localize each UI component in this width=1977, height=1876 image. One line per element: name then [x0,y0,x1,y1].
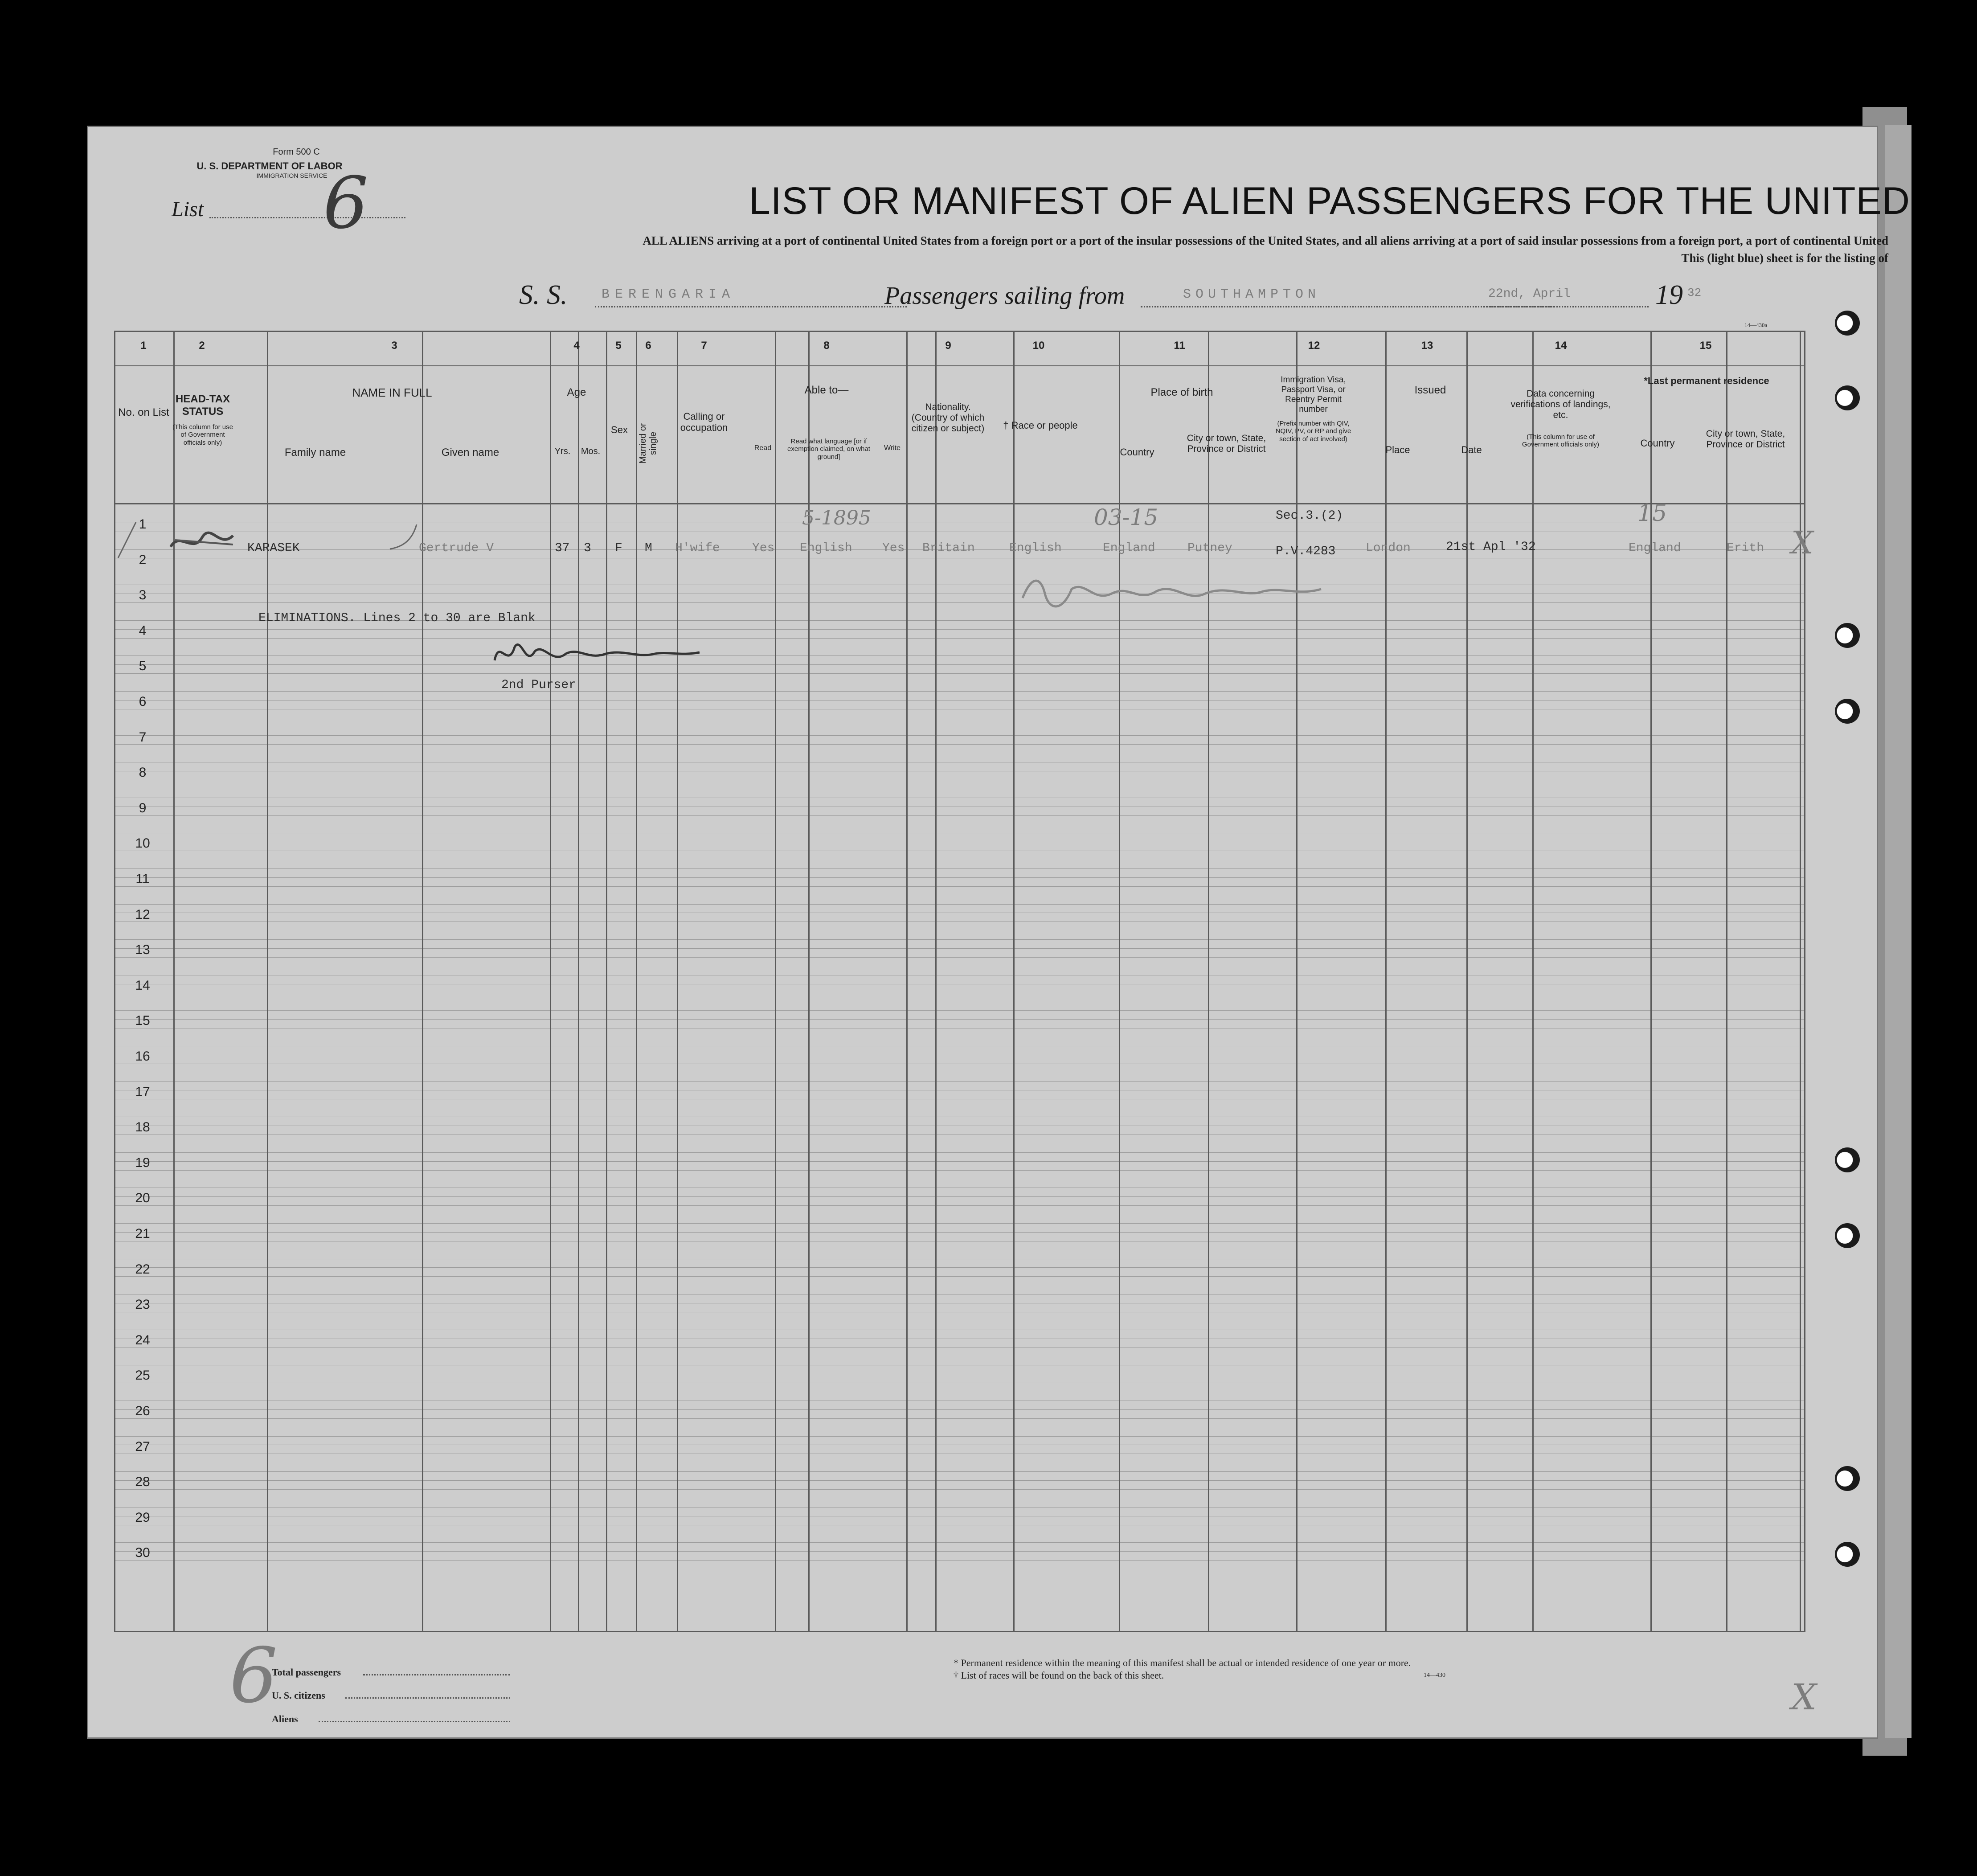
footer-total-label: Total passengers [272,1667,341,1678]
family-name-tick [385,522,421,553]
header-head-tax-note: (This column for use of Government officials only) [172,423,233,446]
ruling-line [115,1542,1804,1543]
ruling-line [115,877,1804,878]
footer-note-residence: * Permanent residence within the meaning of this manifest shall be actual or intended residence of one year or more. [954,1657,1411,1668]
ruling-line [115,886,1804,887]
ruling-line [115,1489,1804,1490]
header-issued-place: Place [1385,444,1410,455]
head-tax-stamp [166,527,242,558]
passenger-issued-place: London [1366,541,1411,555]
col-num-10: 10 [1032,340,1045,352]
ruling-line [115,655,1804,656]
ruling-line [115,1276,1804,1277]
inspector-signature [1014,567,1334,616]
row-number: 4 [139,623,147,638]
col-num-6: 6 [645,340,651,352]
ruling-line [115,1170,1804,1171]
ruling-line [115,904,1804,905]
list-label: List [172,197,204,221]
passenger-issued-date: 21st Apl '32 [1446,540,1536,554]
ruling-line [115,638,1804,639]
row-number: 28 [135,1475,150,1490]
header-data-note: (This column for use of Government officials only) [1522,433,1600,449]
form-code-top: 14—430a [1744,322,1768,328]
header-mos: Mos. [581,446,601,456]
row-number: 11 [135,872,150,886]
col-num-2: 2 [199,340,205,352]
col-num-1: 1 [140,340,147,352]
binder-hole [1835,623,1860,648]
ruling-line [115,948,1804,949]
header-race: † Race or people [1003,420,1078,431]
passenger-res-city: Erith [1727,541,1764,555]
column-rule [775,332,776,1631]
footer-total-dots [363,1674,510,1675]
passenger-calling: H'wife [675,541,720,555]
header-write: Write [884,444,901,452]
hand-date: 5-1895 [802,507,871,529]
row-number: 12 [135,907,150,922]
row-number: 15 [135,1013,150,1028]
date-dotted-line [1484,306,1649,307]
row-number: 25 [135,1368,150,1383]
ruling-line [115,1409,1804,1410]
row-number: 14 [135,978,150,993]
ruling-line [115,629,1804,630]
footer-form-code: 14—430 [1424,1672,1445,1679]
passenger-family-name: KARASEK [247,541,300,555]
header-given-name: Given name [441,446,499,459]
row-number: 22 [135,1262,150,1277]
hand-code: 03-15 [1094,504,1158,530]
ruling-line [115,1081,1804,1082]
header-data-concerning: Data concerning verifications of landings, etc. [1510,389,1611,421]
list-number: 6 [323,161,368,245]
passenger-visa-section: Sec.3.(2) [1276,509,1343,523]
column-rule [1208,332,1209,1631]
purser-title: 2nd Purser [501,678,577,692]
footer-citizens-label: U. S. citizens [272,1690,325,1701]
sailing-date: 22nd, April [1488,287,1571,301]
header-head-tax: HEAD-TAX STATUS [175,393,230,418]
column-rule [1296,332,1298,1631]
passenger-birth-country: England [1103,541,1155,555]
row-number: 27 [135,1439,150,1454]
col-num-14: 14 [1555,340,1567,352]
ruling-line [115,1551,1804,1552]
ruling-line [115,1267,1804,1268]
header-name-in-full: NAME IN FULL [352,386,432,399]
passenger-birth-city: Putney [1187,541,1232,555]
passenger-given-name: Gertrude V [419,541,494,555]
footer-aliens-dots [319,1721,510,1722]
header-calling: Calling or occupation [680,411,728,434]
row-number: 24 [135,1332,150,1348]
ruling-line [115,939,1804,940]
passenger-visa-number: P.V.4283 [1276,545,1336,558]
ss-label: S. S. [519,280,568,310]
row-number: 26 [135,1404,150,1418]
ruling-line [115,1436,1804,1437]
binder-hole [1835,1223,1860,1248]
binder-hole [1835,1542,1860,1567]
sailing-label: Passengers sailing from [884,282,1125,310]
binder-hole [1835,1466,1860,1491]
manifest-sheet [87,126,1911,1739]
col-num-15: 15 [1699,340,1712,352]
ruling-line [115,1418,1804,1419]
ruling-line [115,1471,1804,1472]
row-number: 18 [135,1120,150,1135]
column-rule [906,332,908,1631]
row-number: 23 [135,1297,150,1312]
header-birth-country: Country [1120,446,1154,458]
year-suffix: 32 [1687,286,1702,299]
column-rule [606,332,607,1631]
col-num-5: 5 [615,340,622,352]
col-num-9: 9 [945,340,951,352]
form-number: Form 500 C [273,147,320,157]
manifest-table [114,331,1805,1632]
row-1-tick [114,520,140,560]
row-number: 19 [135,1155,150,1170]
column-rule [267,332,268,1631]
subtitle-line-1: ALL ALIENS arriving at a port of continental United States from a foreign port or a port of the insular possessions of the United States, and all aliens arriving at a port of said insular possessions from a foreign port, a port of continental United [643,234,1888,247]
column-rule [636,332,637,1631]
binder-hole [1835,311,1860,336]
passenger-write: Yes [882,541,905,555]
passenger-age-yrs: 37 [555,541,570,555]
column-rule [677,332,678,1631]
header-place-of-birth: Place of birth [1150,386,1213,398]
row-number: 5 [139,659,147,674]
passenger-res-country: England [1629,541,1681,555]
column-rule [422,332,423,1631]
ruling-line [115,1161,1804,1162]
row-number: 13 [135,942,150,958]
row-number: 3 [139,588,147,603]
col-num-12: 12 [1308,340,1320,352]
header-nationality: Nationality. (Country of which citizen or subject) [911,402,985,434]
header-read: Read [754,444,772,452]
ruling-line [115,744,1804,745]
header-read-language: Read what language [or if exemption claimed, on what ground] [787,438,870,461]
ruling-line [115,691,1804,692]
eliminations-note: ELIMINATIONS. Lines 2 to 30 are Blank [258,611,536,625]
footer-citizens-dots [345,1697,510,1699]
passenger-read-language: English [800,541,852,555]
row-number: 8 [139,765,147,780]
purser-signature [490,634,704,674]
year-prefix: 19 [1655,280,1683,310]
column-rule [1532,332,1534,1631]
header-birth-city: City or town, State, Province or District [1187,433,1266,455]
ruling-line [115,957,1804,958]
ship-name: BERENGARIA [602,287,736,302]
header-visa: Immigration Visa, Passport Visa, or Reentry Permit number [1281,375,1346,414]
header-last-residence: *Last permanent residence [1644,375,1769,386]
column-rule [1013,332,1015,1631]
header-issued-date: Date [1461,444,1482,455]
header-no-on-list: No. on List [118,406,169,418]
ruling-line [115,1010,1804,1011]
header-visa-note: (Prefix number with QIV, NQIV, PV, or RP and give section of act involved) [1275,420,1351,443]
row-number: 7 [139,729,147,745]
column-rule [550,332,551,1631]
footer-note-races: † List of races will be found on the back of this sheet. [954,1670,1164,1681]
footer-aliens-label: Aliens [272,1713,298,1724]
binder-hole [1835,1147,1860,1172]
column-rule [1466,332,1468,1631]
col-num-11: 11 [1174,340,1185,352]
page-title: LIST OR MANIFEST OF ALIEN PASSENGERS FOR THE UNITED [749,180,1911,222]
col-num-8: 8 [823,340,830,352]
header-res-city: City or town, State, Province or District [1706,429,1785,450]
binder-hole [1835,699,1860,724]
col-num-13: 13 [1421,340,1433,352]
ruling-line [115,1232,1804,1233]
col-num-4: 4 [573,340,580,352]
passenger-sex: F [615,541,622,555]
passenger-age-mos: 3 [584,541,591,555]
header-family-name: Family name [284,446,346,459]
column-rule [1650,332,1652,1631]
ruling-line [115,664,1804,665]
port-name: SOUTHAMPTON [1183,287,1321,302]
header-sex: Sex [611,424,628,435]
ruling-line [115,1480,1804,1481]
ruling-line [115,673,1804,674]
hand-mark-top: X [1791,524,1813,561]
column-rule [1726,332,1727,1631]
row-number: 10 [135,836,150,851]
passenger-married: M [645,541,652,555]
row-number: 16 [135,1049,150,1064]
row-number: 6 [139,694,147,709]
ruling-line [115,1560,1804,1561]
header-yrs: Yrs. [554,446,571,456]
ruling-line [115,1205,1804,1206]
col-num-7: 7 [701,340,707,352]
row-number: 1 [139,517,147,532]
back-sheet [1885,125,1912,1738]
ruling-line [115,868,1804,869]
column-rule [935,332,937,1631]
hand-footer-number: 6 [229,1632,278,1720]
passenger-nationality: Britain [922,541,975,555]
column-rule [578,332,579,1631]
row-number: 20 [135,1191,150,1206]
list-dotted-line [209,217,405,218]
row-number: 9 [139,800,147,815]
ruling-line [115,815,1804,816]
ruling-line [115,735,1804,736]
col-num-3: 3 [391,340,397,352]
department: U. S. DEPARTMENT OF LABOR [196,160,343,172]
row-number: 30 [135,1545,150,1561]
ship-dotted-line [595,306,907,307]
hand-res-code: 15 [1637,500,1667,527]
row-number: 17 [135,1084,150,1099]
subtitle-line-2: This (light blue) sheet is for the listing of [1681,251,1888,265]
row-number: 21 [135,1226,150,1241]
service: IMMIGRATION SERVICE [256,172,327,179]
row-number: 2 [139,552,147,567]
header-issued: Issued [1414,384,1446,396]
ruling-line [115,1223,1804,1224]
hand-mark-bottom: X [1791,1676,1817,1718]
header-age: Age [567,386,586,398]
ruling-line [115,1019,1804,1020]
header-able-to: Able to— [804,384,849,396]
row-number: 29 [135,1510,150,1525]
header-married: Married or single [638,423,658,464]
passenger-race: English [1009,541,1062,555]
binder-hole [1835,385,1860,410]
column-rule [1385,332,1387,1631]
ruling-line [115,1152,1804,1153]
passenger-read: Yes [752,541,775,555]
ruling-line [115,602,1804,603]
ruling-line [115,1196,1804,1197]
header-res-country: Country [1640,438,1675,449]
